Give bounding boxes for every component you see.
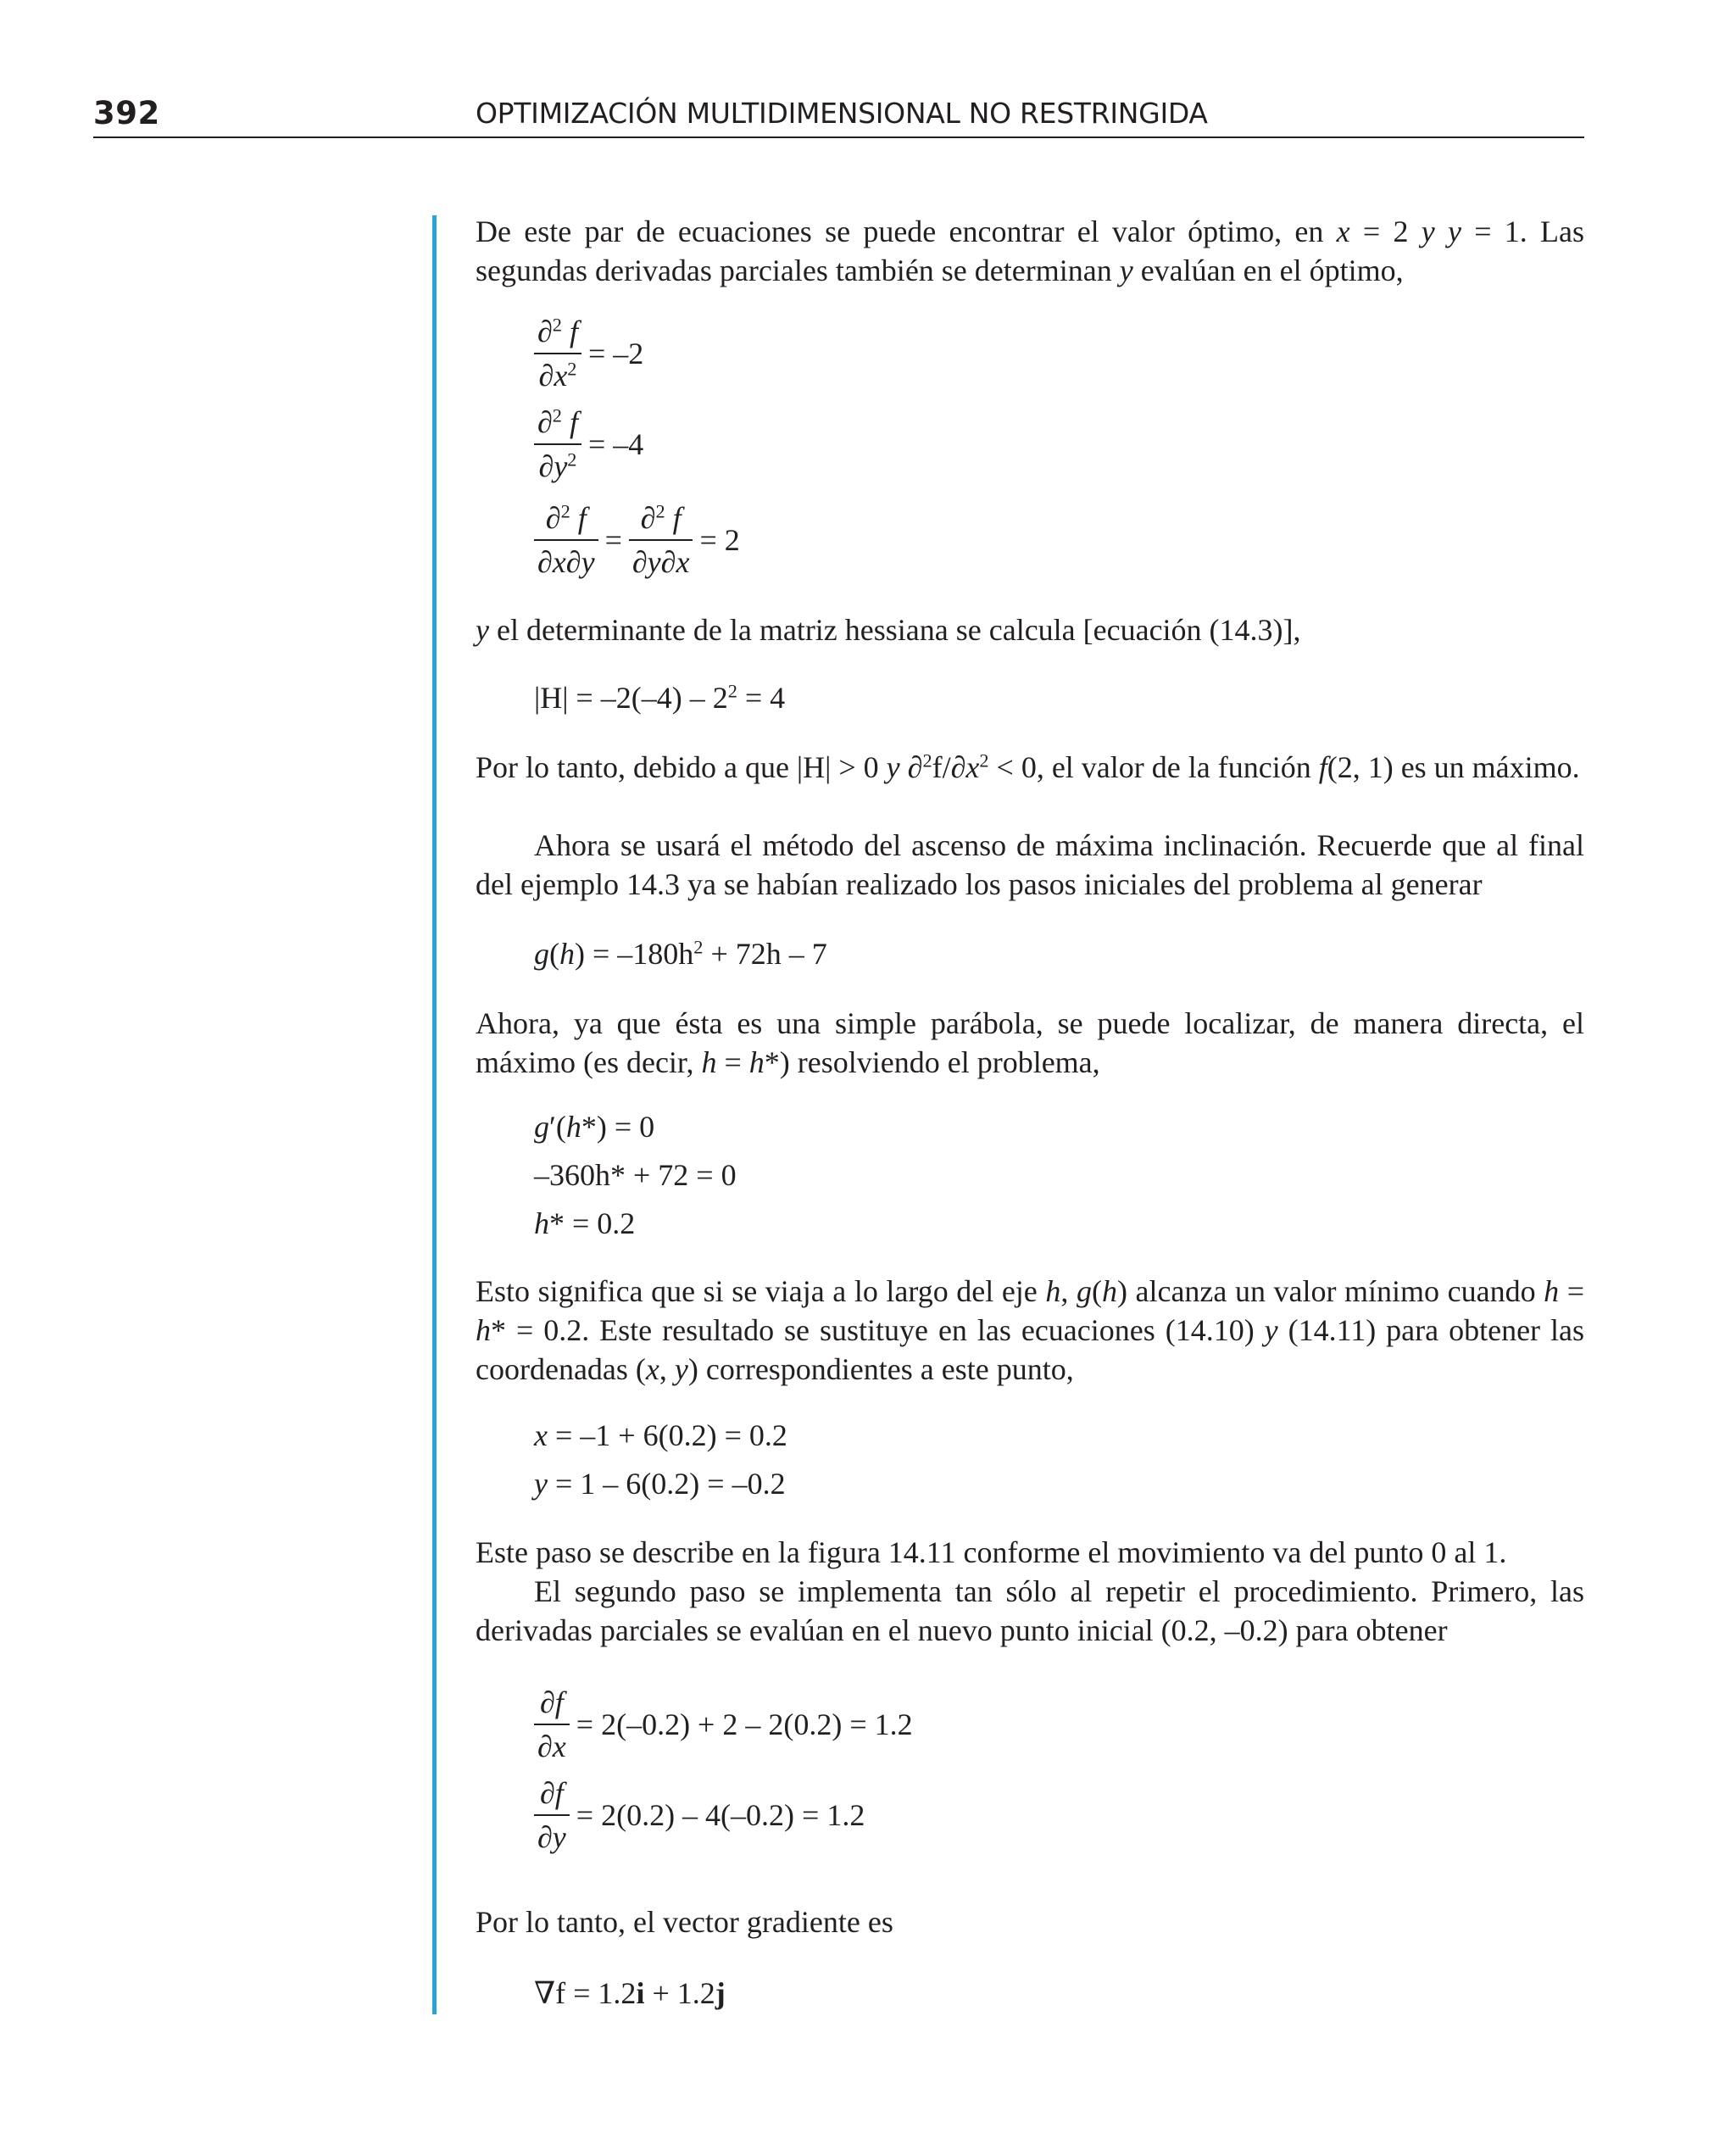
equation-dfdx: $\frac{\partial f}{\partial x}$ = 2(–0.2) + 2 – 2(0.2) = 1.2 bbox=[534, 1683, 913, 1766]
equation-fyy: $\frac{\partial^2 f}{\partial y^2}$ = –4 bbox=[534, 403, 643, 486]
equation-g: $g(h) = -180h^2 + 72h - 7$ bbox=[534, 936, 827, 971]
equation-fxx: $\frac{\partial^2 f}{\partial x^2}$ = –2 bbox=[534, 312, 643, 395]
paragraph-8: El segundo paso se implementa tan sólo al repetir el procedimiento. Primero, las derivadas parciales se evalúan en el nuevo punto inicial (0.2, –0.2) para obtener bbox=[476, 1574, 1584, 1647]
page-number: 392 bbox=[93, 95, 160, 131]
equation-gprime: g′(h*) = 0 bbox=[534, 1110, 655, 1144]
equation-x: x = –1 + 6(0.2) = 0.2 bbox=[534, 1418, 787, 1452]
equation-gradient: ∇f = 1.2i + 1.2j bbox=[534, 1976, 726, 2010]
equation-hessian: $|H| = -2(-4) - 2^2 = 4$ bbox=[534, 680, 786, 715]
header-rule bbox=[93, 136, 1584, 138]
paragraph-1: De este par de ecuaciones se puede encontrar el valor óptimo, en x = 2 y y = 1. Las segundas derivadas parciales también se determinan y evalúan en el óptimo, bbox=[476, 214, 1585, 287]
equation-linear: –360h* + 72 = 0 bbox=[534, 1158, 737, 1192]
paragraph-2: y el determinante de la matriz hessiana se calcula [ecuación (14.3)], bbox=[476, 613, 1301, 647]
equation-hstar: h* = 0.2 bbox=[534, 1206, 636, 1240]
margin-accent-bar bbox=[432, 215, 437, 2014]
equation-fxy: $\frac{\partial^2 f}{\partial x\partial y}$ = $\frac{\partial^2 f}{\partial y\partial x}$ = 2 bbox=[534, 499, 740, 582]
paragraph-6: Esto significa que si se viaja a lo largo del eje h, g(h) alcanza un valor mínimo cuando h = h* = 0.2. Este resultado se sustituye en las ecuaciones (14.10) y (14.11) para obtener las coordenadas (x, y) correspondientes a este punto, bbox=[476, 1274, 1585, 1386]
equation-dfdy: $\frac{\partial f}{\partial y}$ = 2(0.2) – 4(–0.2) = 1.2 bbox=[534, 1774, 865, 1857]
running-title: OPTIMIZACIÓN MULTIDIMENSIONAL NO RESTRINGIDA bbox=[476, 97, 1208, 130]
paragraph-4: Ahora se usará el método del ascenso de máxima inclinación. Recuerde que al final del ejemplo 14.3 ya se habían realizado los pasos iniciales del problema al generar bbox=[476, 828, 1584, 901]
paragraph-7: Este paso se describe en la figura 14.11 conforme el movimiento va del punto 0 al 1. bbox=[476, 1535, 1507, 1569]
paragraph-9: Por lo tanto, el vector gradiente es bbox=[476, 1905, 893, 1939]
paragraph-5: Ahora, ya que ésta es una simple parábola, se puede localizar, de manera directa, el máximo (es decir, h = h*) resolviendo el problema, bbox=[476, 1006, 1584, 1079]
paragraph-3: Por lo tanto, debido a que |H| > 0 y $\partial^2f/\partial x^2 < 0$, el valor de la función f(2, 1) es un máximo. bbox=[476, 749, 1580, 784]
equation-y: y = 1 – 6(0.2) = –0.2 bbox=[534, 1467, 786, 1501]
